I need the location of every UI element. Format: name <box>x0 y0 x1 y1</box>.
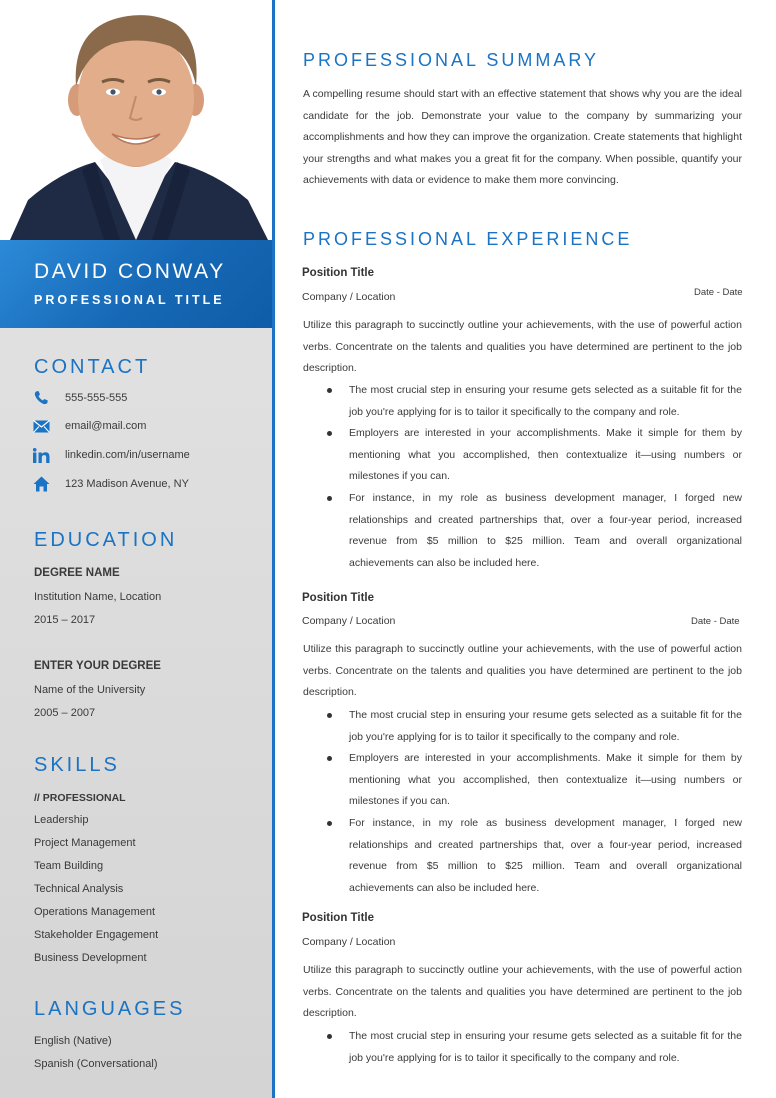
contact-phone[interactable] <box>33 389 127 407</box>
bullet-icon <box>327 496 332 501</box>
education-years: 2005 – 2007 <box>34 707 96 719</box>
linkedin-icon <box>33 447 51 463</box>
job-title: Position Title <box>302 912 374 924</box>
list-item <box>349 380 742 423</box>
bullet-text: For instance, in my role as business development manager, I forged new relationships and created partnerships that, over a four-year period, increased revenue from $5 million to $25 million. Team and overall organizational achievements can also be included here. <box>349 816 742 894</box>
skill-item: Project Management <box>34 837 136 849</box>
bullet-text: Employers are interested in your accomplishments. Make it simple for them by mentioning what you accomplished, then contextualize it—using numbers or milestones if you can. <box>349 427 742 483</box>
envelope-icon <box>33 418 51 434</box>
job-title: Position Title <box>302 267 374 279</box>
list-item <box>349 488 742 574</box>
job-company: Company / Location <box>302 291 396 303</box>
list-item <box>349 1026 742 1069</box>
skill-item: Technical Analysis <box>34 883 124 895</box>
education-institution: Name of the University <box>34 684 146 696</box>
summary-heading: PROFESSIONAL SUMMARY <box>303 50 600 70</box>
job-description: Utilize this paragraph to succinctly outline your achievements, with the use of powerful action verbs. Concentrate on the talents and qualities you have determined are pertinent to the job description. <box>303 319 742 375</box>
portrait-illustration <box>0 0 272 240</box>
bullet-text: The most crucial step in ensuring your resume gets selected as a suitable fit for the job you're applying for is to tailor it specifically to the company and role. <box>349 709 742 743</box>
contact-email[interactable] <box>33 417 146 435</box>
bullet-icon <box>327 431 332 436</box>
name-banner <box>0 240 272 328</box>
bullet-icon <box>327 756 332 761</box>
bullet-icon <box>327 1034 332 1039</box>
contact-linkedin[interactable] <box>33 446 190 464</box>
skill-item: Business Development <box>34 952 147 964</box>
job-bullet-list <box>349 380 742 574</box>
profile-photo <box>0 0 272 240</box>
professional-title: PROFESSIONAL TITLE <box>34 293 225 307</box>
home-icon <box>33 476 51 492</box>
language-item: English (Native) <box>34 1035 112 1047</box>
list-item <box>349 748 742 813</box>
skill-item: Stakeholder Engagement <box>34 929 159 941</box>
bullet-text: For instance, in my role as business development manager, I forged new relationships and created partnerships that, over a four-year period, increased revenue from $5 million to $25 million. Team and overall organizational achievements can also be included here. <box>349 491 742 569</box>
bullet-icon <box>327 388 332 393</box>
skill-item: Team Building <box>34 860 104 872</box>
phone-number: 555-555-555 <box>65 392 128 404</box>
list-item <box>349 813 742 899</box>
job-bullet-list <box>349 705 742 899</box>
street-address: 123 Madison Avenue, NY <box>65 478 189 490</box>
linkedin-url: linkedin.com/in/username <box>65 449 190 461</box>
language-item: Spanish (Conversational) <box>34 1058 158 1070</box>
job-bullet-list <box>349 1026 742 1069</box>
bullet-text: The most crucial step in ensuring your resume gets selected as a suitable fit for the job you're applying for is to tailor it specifically to the company and role. <box>349 1030 742 1064</box>
bullet-text: Employers are interested in your accomplishments. Make it simple for them by mentioning what you accomplished, then contextualize it—using numbers or milestones if you can. <box>349 752 742 808</box>
education-degree: DEGREE NAME <box>34 567 120 579</box>
skill-item: Operations Management <box>34 906 156 918</box>
list-item <box>349 705 742 748</box>
column-divider <box>272 0 275 1098</box>
education-degree: ENTER YOUR DEGREE <box>34 660 161 672</box>
bullet-icon <box>327 713 332 718</box>
job-date: Date - Date <box>694 287 743 298</box>
experience-heading: PROFESSIONAL EXPERIENCE <box>303 229 633 249</box>
list-item <box>349 423 742 488</box>
summary-text: A compelling resume should start with an effective statement that shows why you are the ideal candidate for the job. Demonstrate your value to the company by summarizing your accomplishments and how they can improve the organization. Create statements that highlight your strengths and what makes you a great fit for the company. When possible, quantify your achievements with data or evidence to make them more convincing. <box>303 88 742 187</box>
job-company: Company / Location <box>302 615 396 627</box>
job-title: Position Title <box>302 592 374 604</box>
job-date: Date - Date <box>691 616 740 627</box>
contact-heading: CONTACT <box>34 356 151 378</box>
contact-address[interactable] <box>33 475 189 493</box>
bullet-icon <box>327 821 332 826</box>
languages-heading: LANGUAGES <box>34 998 186 1020</box>
email-address: email@mail.com <box>65 420 147 432</box>
bullet-text: The most crucial step in ensuring your resume gets selected as a suitable fit for the job you're applying for is to tailor it specifically to the company and role. <box>349 384 742 418</box>
phone-icon <box>33 390 51 406</box>
skills-subheading: // PROFESSIONAL <box>34 792 126 804</box>
job-description: Utilize this paragraph to succinctly outline your achievements, with the use of powerful action verbs. Concentrate on the talents and qualities you have determined are pertinent to the job description. <box>303 643 742 699</box>
education-heading: EDUCATION <box>34 529 178 551</box>
education-years: 2015 – 2017 <box>34 614 96 626</box>
education-institution: Institution Name, Location <box>34 591 162 603</box>
skills-heading: SKILLS <box>34 754 120 776</box>
job-company: Company / Location <box>302 936 396 948</box>
candidate-name: DAVID CONWAY <box>34 260 226 283</box>
job-description: Utilize this paragraph to succinctly outline your achievements, with the use of powerful action verbs. Concentrate on the talents and qualities you have determined are pertinent to the job description. <box>303 964 742 1020</box>
skill-item: Leadership <box>34 814 89 826</box>
